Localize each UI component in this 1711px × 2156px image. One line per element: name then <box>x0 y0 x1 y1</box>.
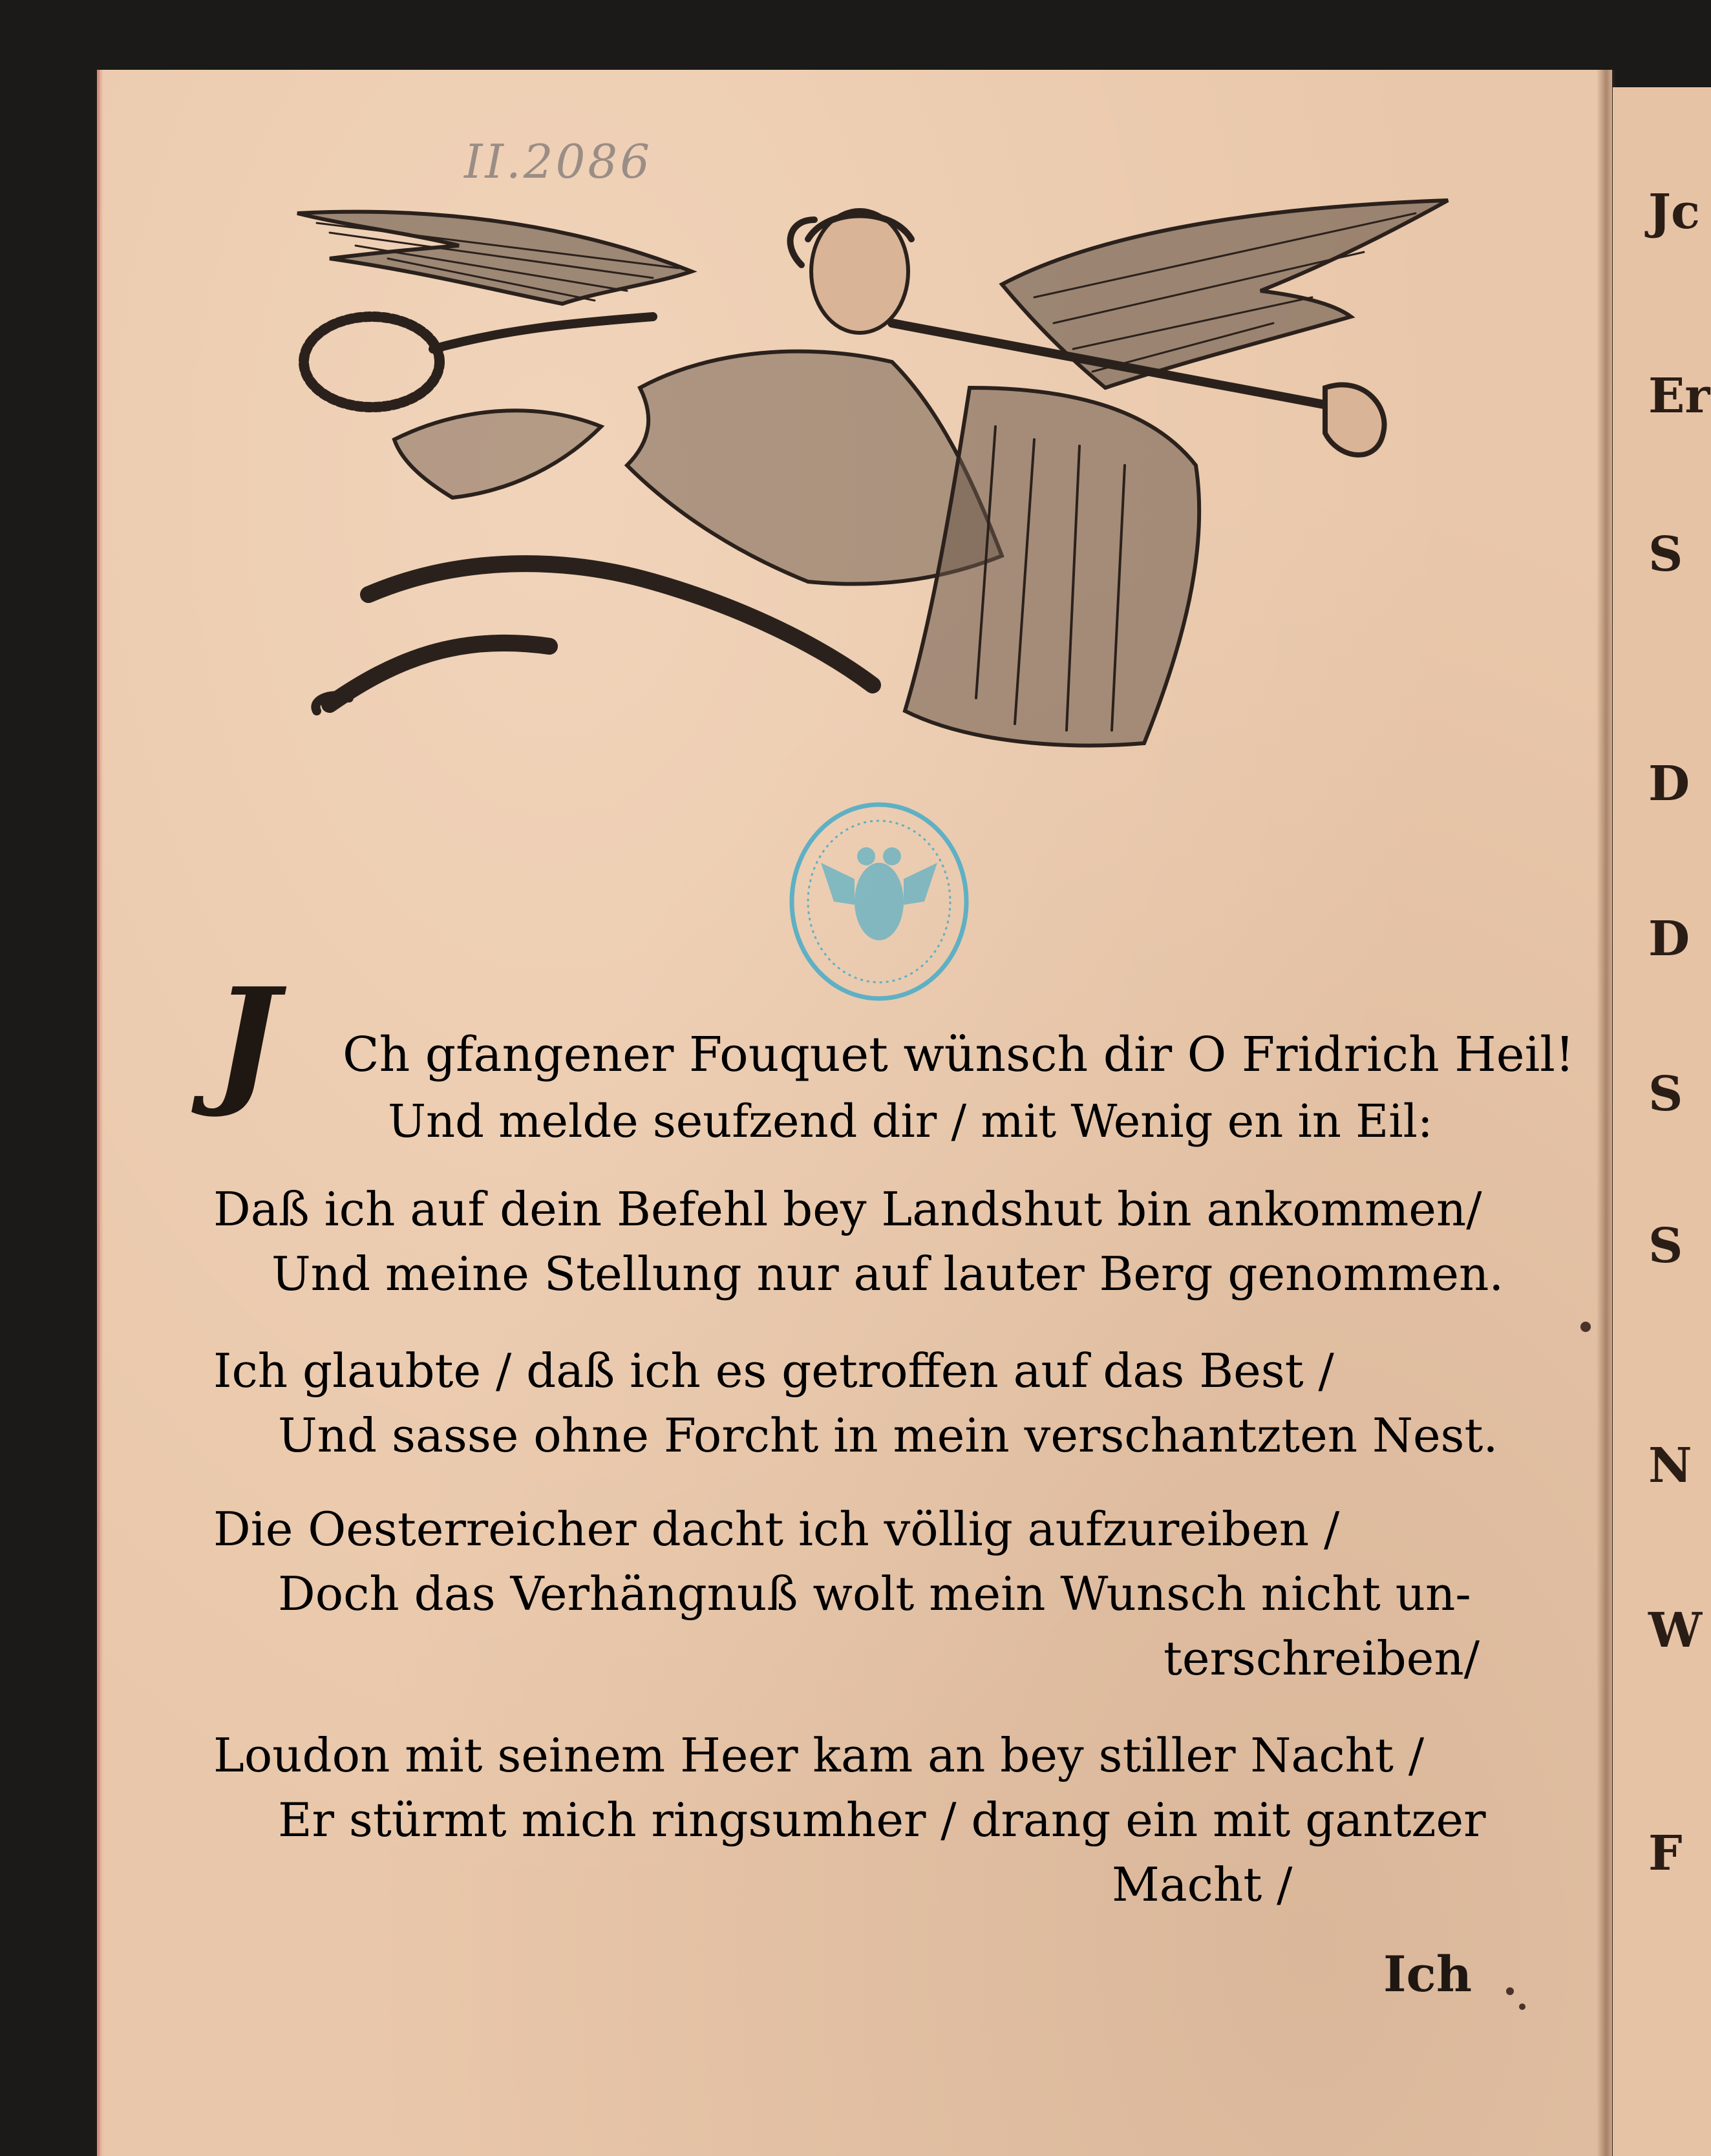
poem-line: Ch gfangener Fouquet wünsch dir O Fridrich Heil! <box>343 1027 1575 1083</box>
poem-line: Loudon mit seinem Heer kam an bey stiller Nacht / <box>213 1728 1425 1782</box>
poem-line: Doch das Verhängnuß wolt mein Wunsch nicht un- <box>278 1567 1471 1621</box>
poem-line: Und melde seufzend dir / mit Wenig en in Eil: <box>388 1095 1433 1148</box>
poem-line: Macht / <box>1112 1857 1293 1912</box>
facing-page-fragment: S <box>1648 1218 1683 1274</box>
left-wing <box>297 212 692 304</box>
angel-head <box>811 210 908 333</box>
catchword: Ich <box>1383 1945 1472 2003</box>
paper-speck <box>1506 1987 1514 1995</box>
angel-legs <box>330 564 873 704</box>
poem-line: Und sasse ohne Forcht in mein verschantzten Nest. <box>278 1408 1498 1463</box>
decorated-initial: J <box>213 957 279 1121</box>
facing-page-edge <box>1613 87 1711 2156</box>
poem-line: Und meine Stellung nur auf lauter Berg genommen. <box>271 1247 1504 1301</box>
angel-woodcut-illustration <box>291 194 1454 763</box>
facing-page-fragment: N <box>1648 1438 1692 1494</box>
laurel-wreath <box>304 317 440 407</box>
paper-speck <box>1519 2003 1525 2010</box>
facing-page-fragment: Er <box>1648 368 1710 424</box>
facing-page-fragment: F <box>1648 1826 1683 1881</box>
paper-speck <box>1580 1322 1591 1332</box>
poem-line: Die Oesterreicher dacht ich völlig aufzureiben / <box>213 1502 1340 1556</box>
poem-line: Ich glaubte / daß ich es getroffen auf das Best / <box>213 1344 1334 1398</box>
shelfmark-annotation: II.2086 <box>464 134 653 189</box>
poem-line: Daß ich auf dein Befehl bey Landshut bin ankommen/ <box>213 1182 1482 1236</box>
facing-page-fragment: S <box>1648 527 1683 582</box>
facing-page-fragment: W <box>1648 1603 1703 1658</box>
library-stamp <box>782 795 976 1008</box>
facing-page-fragment: D <box>1648 756 1690 812</box>
facing-page-fragment: Jc <box>1648 184 1701 240</box>
facing-page-fragment: S <box>1648 1066 1683 1122</box>
poem-line: terschreiben/ <box>1164 1631 1480 1686</box>
facing-page-fragment: D <box>1648 911 1690 967</box>
eagle-icon <box>821 847 937 940</box>
page-edge <box>97 70 103 2156</box>
poem-line: Er stürmt mich ringsumher / drang ein mit gantzer <box>278 1793 1486 1847</box>
